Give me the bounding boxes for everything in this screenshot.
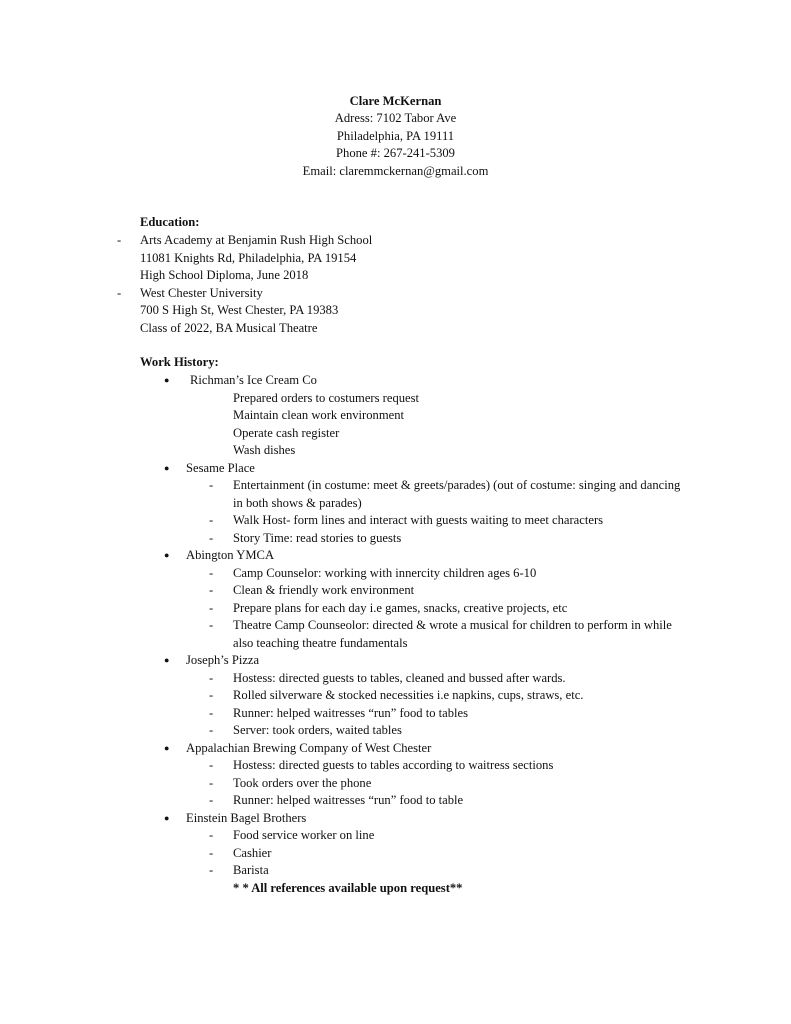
job-5-duty-1-dash: - — [209, 758, 214, 772]
job-2-duty-3: Story Time: read stories to guests — [233, 530, 402, 545]
job-6-duty-3: Barista — [233, 863, 269, 877]
phone-number: Phone #: 267-241-5309 — [336, 146, 455, 161]
job-4-duty-3-dash: - — [209, 705, 214, 720]
job-3-duty-2-dash: - — [209, 583, 214, 597]
job-4-duty-1: Hostess: directed guests to tables, cleaned and bussed after wards. — [233, 670, 566, 685]
job-5-duty-3-dash: - — [209, 793, 214, 807]
job-3-duty-1: Camp Counselor: working with innercity children ages 6-10 — [233, 565, 537, 580]
job-2-bullet: ● — [164, 462, 170, 473]
job-3-duty-3-dash: - — [209, 600, 214, 615]
job-3-duty-4: Theatre Camp Counseolor: directed & wrote a musical for children to perform in while — [233, 618, 672, 632]
job-6-duty-1-dash: - — [209, 828, 214, 842]
job-1-duty-1: Prepared orders to costumers request — [233, 390, 420, 405]
job-1-bullet: ● — [164, 375, 170, 385]
education-entry-2-credential: Class of 2022, BA Musical Theatre — [140, 320, 318, 335]
job-4-duty-1-dash: - — [209, 670, 214, 685]
job-1-duty-2: Maintain clean work environment — [233, 408, 405, 422]
job-4-duty-4-dash: - — [209, 723, 214, 737]
job-6-duty-2-dash: - — [209, 845, 214, 860]
education-entry-1-credential: High School Diploma, June 2018 — [140, 268, 309, 282]
job-4-duty-2: Rolled silverware & stocked necessities i.e napkins, cups, straws, etc. — [233, 688, 584, 702]
job-3-duty-2: Clean & friendly work environment — [233, 583, 415, 597]
contact-header — [0, 93, 791, 180]
address-line-1: Adress: 7102 Tabor Ave — [334, 111, 457, 126]
job-6-bullet: ● — [164, 812, 170, 823]
job-2-employer: Sesame Place — [186, 460, 255, 475]
job-2-duty-3-dash: - — [209, 530, 214, 545]
job-5-duty-3: Runner: helped waitresses “run” food to table — [233, 793, 464, 807]
job-5-duty-2: Took orders over the phone — [233, 775, 372, 790]
job-2-duty-1-dash: - — [209, 478, 214, 492]
job-3-bullet: ● — [164, 550, 170, 560]
job-2-duty-1-continued: in both shows & parades) — [233, 495, 362, 510]
job-1-employer: Richman’s Ice Cream Co — [190, 373, 317, 387]
job-6-duty-2: Cashier — [233, 845, 272, 860]
email-address: Email: claremmckernan@gmail.com — [302, 163, 489, 178]
job-3-employer: Abington YMCA — [186, 548, 275, 562]
education-entry-1-address: 11081 Knights Rd, Philadelphia, PA 19154 — [140, 250, 357, 265]
education-entry-1-school: Arts Academy at Benjamin Rush High School — [140, 233, 373, 247]
job-2-duty-2: Walk Host- form lines and interact with guests waiting to meet characters — [233, 513, 604, 527]
job-5-employer: Appalachian Brewing Company of West Chester — [186, 740, 432, 755]
job-4-duty-3: Runner: helped waitresses “run” food to tables — [233, 705, 469, 720]
job-6-duty-3-dash: - — [209, 863, 214, 877]
job-4-bullet: ● — [164, 655, 170, 665]
job-2-duty-2-dash: - — [209, 513, 214, 527]
job-2-duty-1: Entertainment (in costume: meet & greets/parades) (out of costume: singing and dancing — [233, 478, 681, 492]
job-6-employer: Einstein Bagel Brothers — [186, 810, 307, 825]
job-5-duty-2-dash: - — [209, 775, 214, 790]
job-3-duty-1-dash: - — [209, 565, 214, 580]
education-entry-1-marker: - — [117, 233, 122, 247]
job-5-bullet: ● — [164, 742, 170, 753]
job-4-employer: Joseph’s Pizza — [186, 653, 260, 667]
address-line-2: Philadelphia, PA 19111 — [336, 128, 455, 143]
job-4-duty-4: Server: took orders, waited tables — [233, 723, 402, 737]
job-3-duty-4-continued: also teaching theatre fundamentals — [233, 635, 408, 650]
references-note: * * All references available upon request** — [233, 880, 463, 895]
education-heading: Education: — [140, 215, 200, 229]
job-3-duty-3: Prepare plans for each day i.e games, snacks, creative projects, etc — [233, 600, 568, 615]
education-entry-2-marker: - — [117, 285, 122, 300]
job-6-duty-1: Food service worker on line — [233, 828, 375, 842]
job-4-duty-2-dash: - — [209, 688, 214, 702]
job-1-duty-3: Operate cash register — [233, 425, 340, 440]
education-entry-2-school: West Chester University — [140, 285, 263, 300]
job-1-duty-4: Wash dishes — [233, 443, 296, 457]
job-3-duty-4-dash: - — [209, 618, 214, 632]
job-5-duty-1: Hostess: directed guests to tables according to waitress sections — [233, 758, 554, 772]
education-entry-2-address: 700 S High St, West Chester, PA 19383 — [140, 303, 339, 317]
applicant-name: Clare McKernan — [349, 94, 442, 108]
work-history-heading: Work History: — [140, 355, 219, 369]
